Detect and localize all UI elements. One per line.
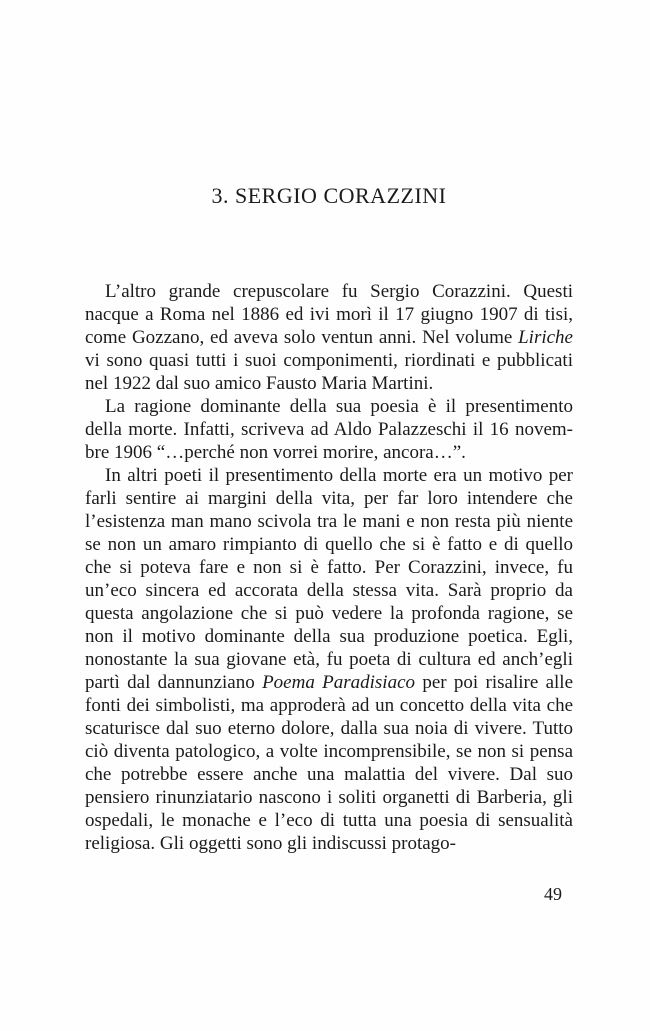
text-run: L’altro grande crepuscolare fu Sergio Corazzini. Questi nacque a Roma nel 1886 ed ivi morì il 17 giugno 1907 di tisi, come Gozzano, ed aveva solo ventun anni. Nel volume [85, 281, 573, 348]
chapter-title: 3. SERGIO CORAZZINI [211, 183, 447, 208]
page-body [85, 280, 573, 855]
paragraph [85, 395, 573, 464]
text-run: per poi risalire alle fonti dei simbolisti, ma approderà ad un concetto della vita che scaturisce dal suo eterno dolore, dalla sua noia di vivere. Tutto ciò diventa patologico, a volte incomprensibile, se non si pensa che potrebbe essere anche una malattia del vivere. Dal suo pensiero rinunziatario nascono i soliti organetti di Barberia, gli ospedali, le monache e l’eco di tutta una poesia di sensualità religiosa. Gli oggetti sono gli indiscussi protago- [85, 672, 574, 854]
text-run: In altri poeti il presentimento della morte era un motivo per farli sentire ai margini della vita, per far loro intendere che l’esistenza man mano scivola tra le mani e non resta più niente se non un amaro rimpianto di quello che si è fatto e di quello che si poteva fare e non si è fatto. Per Corazzini, invece, fu un’eco sincera ed accorata della stessa vita. Sarà proprio da questa angolazione che si può vedere la profonda ragione, se non il motivo dominante della sua produzione poetica. Egli, nonostante la sua giovane età, fu poeta di cultura ed anch’egli partì dal dannunziano [85, 465, 573, 693]
paragraph [85, 464, 573, 855]
paragraph [85, 280, 573, 395]
text-run: vi sono quasi tutti i suoi componimenti, riordinati e pubblicati nel 1922 dal suo amico Fausto Maria Martini. [85, 350, 573, 394]
text-run: La ragione dominante della sua poesia è il presentimento della morte. Infatti, scriveva ad Aldo Palazzeschi il 16 novembre 1906 “…perché non vorrei morire, ancora…”. [85, 396, 573, 463]
italic-text-run: Poema Paradisiaco [262, 672, 416, 693]
page-number: 49 [544, 884, 562, 904]
italic-text-run: Liriche [518, 327, 573, 348]
